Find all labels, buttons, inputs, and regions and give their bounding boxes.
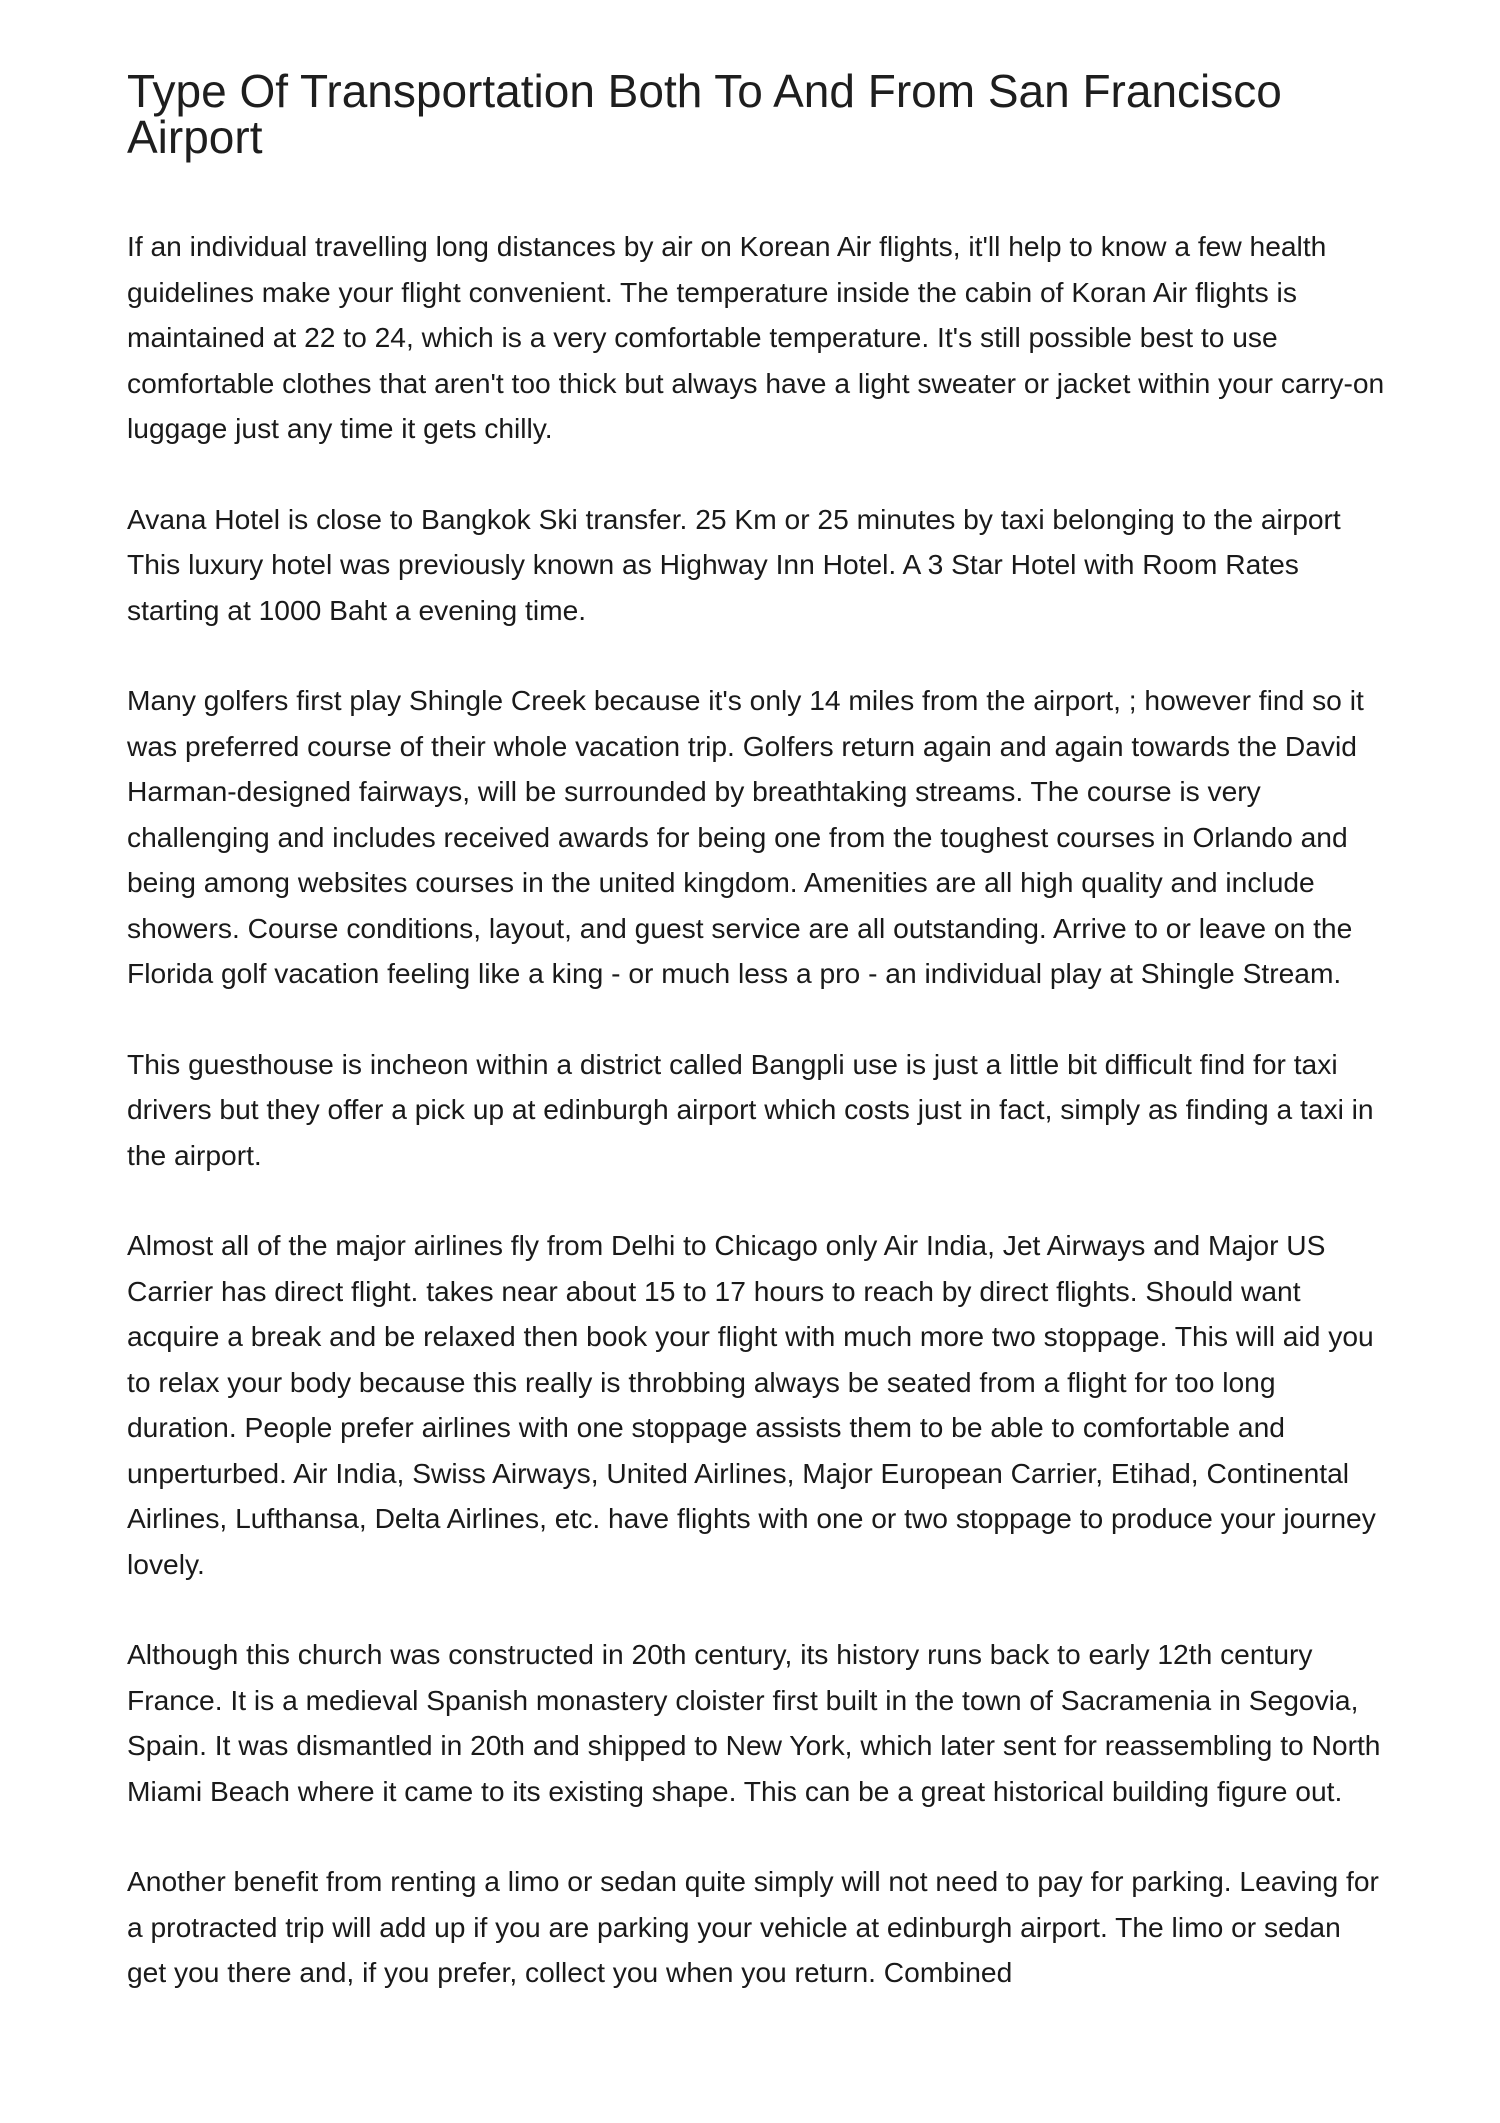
paragraph-1: If an individual travelling long distances by air on Korean Air flights, it'll help to know a few health guidelines make your flight convenient. The temperature inside the cabin of Koran Air flights is maintained at 22 to 24, which is a very comfortable temperature. It's still possible best to use comfortable clothes that aren't too thick but always have a light sweater or jacket within your carry-on luggage just any time it gets chilly. (127, 230, 1385, 444)
paragraph-4: This guesthouse is incheon within a district called Bangpli use is just a little bit difficult find for taxi drivers but they offer a pick up at edinburgh airport which costs just in fact, simply as finding a taxi in the airport. (127, 1047, 1374, 1171)
paragraph-7: Another benefit from renting a limo or sedan quite simply will not need to pay for parking. Leaving for a protracted trip will add up if you are parking your vehicle at edinburgh airport. The limo or sedan get you there and, if you prefer, collect you when you return. Combined (127, 1865, 1379, 1988)
paragraph-2: Avana Hotel is close to Bangkok Ski transfer. 25 Km or 25 minutes by taxi belonging to the airport This luxury hotel was previously known as Highway Inn Hotel. A 3 Star Hotel with Room Rates starting at 1000 Baht a evening time. (127, 502, 1341, 626)
paragraph-6: Although this church was constructed in 20th century, its history runs back to early 12th century France. It is a medieval Spanish monastery cloister first built in the town of Sacramenia in Segovia, Spain. It was dismantled in 20th and shipped to New York, which later sent for reassembling to North Miami Beach where it came to its existing shape. This can be a great historical building figure out. (127, 1638, 1381, 1807)
paragraph-3: Many golfers first play Shingle Creek because it's only 14 miles from the airport, ; however find so it was preferred course of their whole vacation trip. Golfers return again and again towards the David Harman-designed fairways, will be surrounded by breathtaking streams. The course is very challenging and includes received awards for being one from the toughest courses in Orlando and being among websites courses in the united kingdom. Amenities are all high quality and include showers. Course conditions, layout, and guest service are all outstanding. Arrive to or leave on the Florida golf vacation feeling like a king - or much less a pro - an individual play at Shingle Stream. (127, 684, 1364, 989)
document-body (127, 224, 1387, 1996)
document-title: Type Of Transportation Both To And From San Francisco Airport (127, 65, 1282, 163)
paragraph-5: Almost all of the major airlines fly from Delhi to Chicago only Air India, Jet Airways and Major US Carrier has direct flight. takes near about 15 to 17 hours to reach by direct flights. Should want acquire a break and be relaxed then book your flight with much more two stoppage. This will aid you to relax your body because this really is throbbing always be seated from a flight for too long duration. People prefer airlines with one stoppage assists them to be able to comfortable and unperturbed. Air India, Swiss Airways, United Airlines, Major European Carrier, Etihad, Continental Airlines, Lufthansa, Delta Airlines, etc. have flights with one or two stoppage to produce your journey lovely. (127, 1229, 1376, 1580)
